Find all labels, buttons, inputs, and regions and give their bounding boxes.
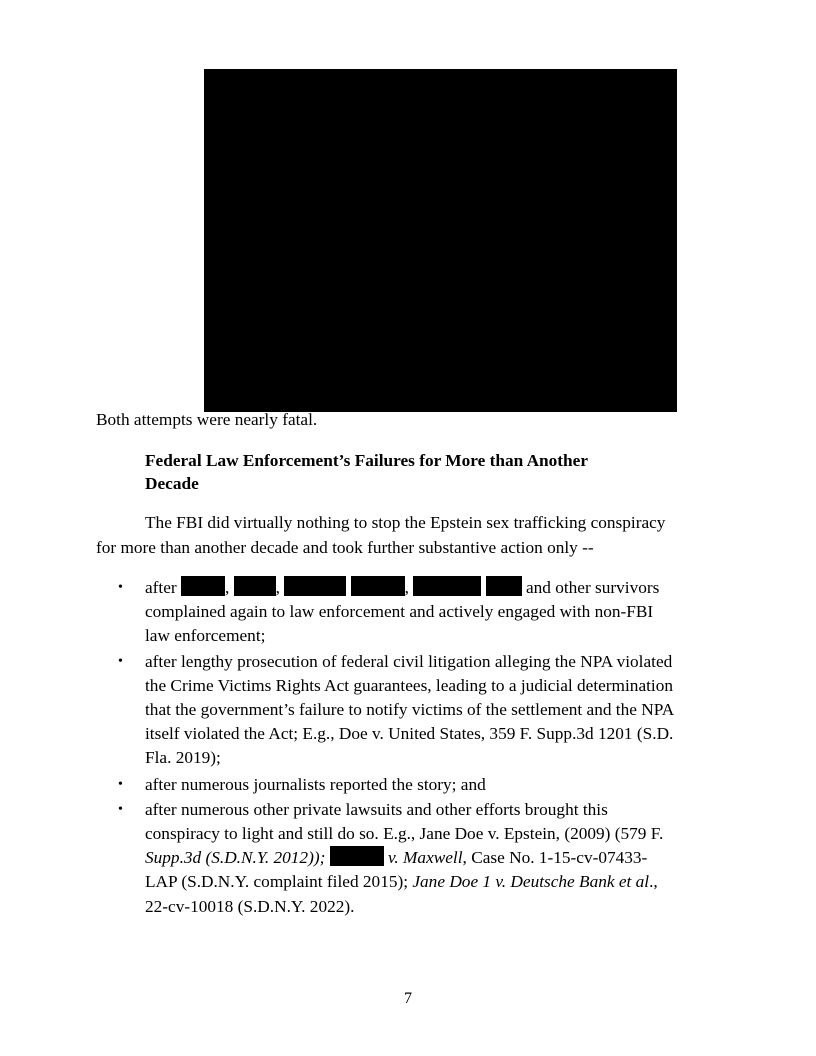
citation-italic: Supp.3d (S.D.N.Y. 2012)); [145, 848, 326, 867]
bullet-1-line3: law enforcement; [145, 626, 266, 645]
bullet-4-line1: after numerous other private lawsuits and other efforts brought this [145, 800, 608, 819]
redaction-bar [351, 576, 405, 596]
case-number-text: , Case No. 1-15-cv-07433- [462, 848, 648, 867]
bullet-3-line1: after numerous journalists reported the story; and [145, 775, 486, 794]
comma: , [275, 578, 280, 597]
bullet-4-line4 [145, 870, 658, 894]
redaction-bar [181, 576, 225, 596]
redaction-bar [330, 846, 384, 866]
bullet-4-line3 [145, 846, 647, 870]
citation-text: LAP (S.D.N.Y. complaint filed 2015); [145, 872, 413, 891]
intro-paragraph-line1: The FBI did virtually nothing to stop the Epstein sex trafficking conspiracy [145, 513, 666, 532]
bullet-2-line5: Fla. 2019); [145, 748, 221, 767]
bullet-1-line1 [145, 576, 659, 600]
redacted-image-block [204, 69, 677, 412]
bullet-2-line1: after lengthy prosecution of federal civil litigation alleging the NPA violated [145, 652, 673, 671]
intro-paragraph-line2: for more than another decade and took further substantive action only -- [96, 538, 594, 557]
bullet-marker: • [118, 654, 123, 669]
comma: , [404, 578, 409, 597]
citation-end: ., [649, 872, 658, 891]
comma: , [224, 578, 230, 597]
bullet-2-line4: itself violated the Act; E.g., Doe v. United States, 359 F. Supp.3d 1201 (S.D. [145, 724, 674, 743]
bullet-4-line2: conspiracy to light and still do so. E.g., Jane Doe v. Epstein, (2009) (579 F. [145, 824, 664, 843]
redaction-bar [413, 576, 481, 596]
page-number: 7 [404, 990, 412, 1007]
bullet-2-line2: the Crime Victims Rights Act guarantees, leading to a judicial determination [145, 676, 673, 695]
bullet-marker: • [118, 580, 123, 595]
case-name-italic: v. Maxwell [388, 848, 463, 867]
bullet-1-suffix: and other survivors [525, 578, 660, 597]
redaction-bar [284, 576, 346, 596]
redaction-bar [234, 576, 276, 596]
trailing-sentence: Both attempts were nearly fatal. [96, 410, 318, 429]
bullet-marker: • [118, 802, 123, 817]
bullet-4-line5: 22-cv-10018 (S.D.N.Y. 2022). [145, 897, 355, 916]
bullet-1-prefix: after [145, 578, 177, 597]
case-name-italic: Jane Doe 1 v. Deutsche Bank et al [412, 872, 650, 891]
bullet-2-line3: that the government’s failure to notify victims of the settlement and the NPA [145, 700, 675, 719]
bullet-marker: • [118, 777, 123, 792]
section-heading-line2: Decade [145, 474, 199, 493]
redaction-bar [486, 576, 522, 596]
section-heading-line1: Federal Law Enforcement’s Failures for More than Another [145, 451, 589, 470]
bullet-1-line2: complained again to law enforcement and actively engaged with non-FBI [145, 602, 654, 621]
